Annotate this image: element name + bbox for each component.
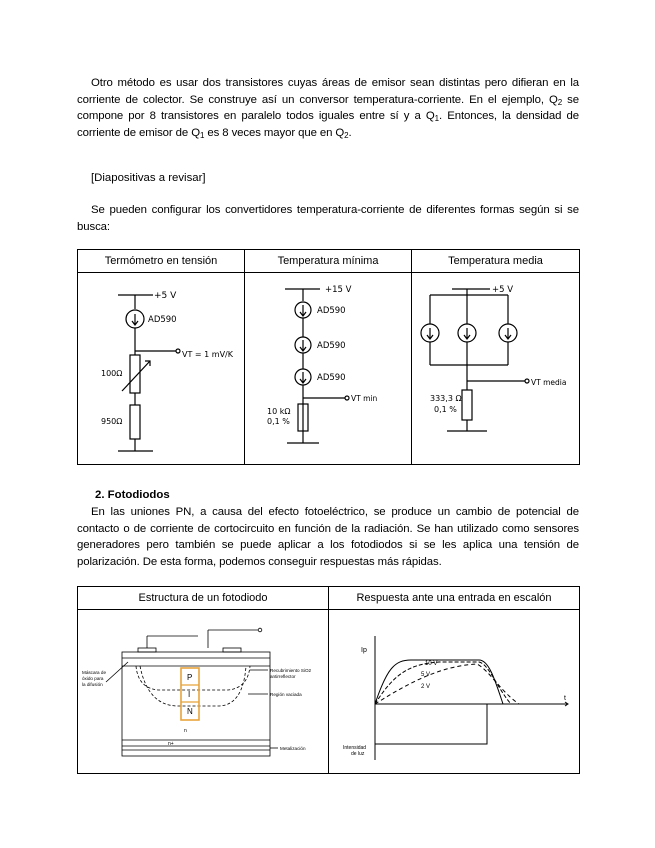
circuit-voltage-thermometer bbox=[78, 273, 245, 459]
label-depletion-region: Región vaciada bbox=[270, 692, 302, 697]
header-min-temperature: Temperatura mínima bbox=[245, 250, 412, 273]
c2-device1-label: AD590 bbox=[317, 306, 346, 316]
intro-paragraph bbox=[77, 75, 579, 141]
label-p: P bbox=[187, 673, 193, 682]
config-paragraph bbox=[77, 202, 579, 235]
label-antireflective: antirreflector bbox=[270, 674, 296, 679]
response-cell bbox=[329, 610, 580, 774]
header-voltage-thermometer: Termómetro en tensión bbox=[78, 250, 245, 273]
label-metallization: Metalización bbox=[280, 746, 306, 751]
sub-q2-b: 2 bbox=[344, 130, 349, 140]
curve-label-10v: 10 V bbox=[425, 661, 438, 667]
curve-label-2v: 2 V bbox=[421, 684, 431, 690]
c1-device-label: AD590 bbox=[148, 315, 177, 325]
light-intensity-label-2: de luz bbox=[351, 751, 365, 757]
c2-res-label: 10 kΩ bbox=[267, 407, 291, 416]
circuit1-cell bbox=[78, 273, 245, 465]
label-n-plus: n+ bbox=[168, 741, 174, 747]
sub-q2: 2 bbox=[557, 97, 563, 107]
intro-text-c: . Entonces, la densidad de corriente de emisor de Q bbox=[77, 110, 579, 139]
section-title: 2. Fotodiodos bbox=[95, 489, 170, 501]
intro-text-a: Otro método es usar dos transistores cuyas áreas de emisor sean distintas pero difieran en la corriente de colector. Se construye así un conversor temperatura-corriente. En el ejemplo, Q bbox=[77, 77, 579, 106]
label-i: I bbox=[188, 690, 191, 699]
label-sio2-coating: Recubrimiento SiO2 bbox=[270, 668, 312, 673]
label-n: N bbox=[187, 707, 193, 716]
c2-tol-label: 0,1 % bbox=[267, 417, 290, 426]
header-mean-temperature: Temperatura media bbox=[412, 250, 580, 273]
c3-tol-label: 0,1 % bbox=[434, 405, 457, 414]
light-intensity-label-1: Intensidad bbox=[343, 745, 367, 751]
label-oxide-mask-1: Máscara de bbox=[82, 670, 107, 675]
header-structure: Estructura de un fotodiodo bbox=[78, 587, 329, 610]
c2-device3-label: AD590 bbox=[317, 373, 346, 383]
circuit3-cell bbox=[412, 273, 580, 465]
c2-output-label: VT min bbox=[351, 394, 378, 403]
label-oxide-mask-3: la difusión bbox=[82, 682, 103, 687]
c1-r2-label: 950Ω bbox=[101, 417, 123, 426]
label-n-substrate: n bbox=[184, 728, 187, 734]
sub-q1: 1 bbox=[434, 114, 440, 124]
y-axis-label: Ip bbox=[361, 647, 367, 654]
curve-label-5v: 5 V bbox=[421, 672, 431, 678]
c2-device2-label: AD590 bbox=[317, 341, 346, 351]
config-text: Se pueden configurar los convertidores temperatura-corriente de diferentes formas según si se busca: bbox=[77, 204, 579, 233]
converter-table bbox=[77, 249, 580, 465]
slides-note: [Diapositivas a revisar] bbox=[91, 172, 206, 184]
circuit-mean-temperature bbox=[412, 273, 580, 459]
c1-r1-label: 100Ω bbox=[101, 369, 123, 378]
intro-text-b: se compone por 8 transistores en paralelo todos iguales entre sí y a Q bbox=[77, 93, 579, 123]
label-oxide-mask-2: óxido para bbox=[82, 676, 104, 681]
c1-supply-label: +5 V bbox=[154, 291, 177, 301]
c3-output-label: VT media bbox=[531, 378, 567, 387]
sub-q1-b: 1 bbox=[199, 130, 205, 140]
x-axis-label: t bbox=[564, 695, 566, 702]
c1-output-label: VT = 1 mV/K bbox=[182, 350, 233, 359]
circuit2-cell bbox=[245, 273, 412, 465]
circuit-min-temperature bbox=[245, 273, 412, 459]
structure-cell bbox=[78, 610, 329, 774]
c3-res-label: 333,3 Ω bbox=[430, 394, 462, 403]
section2-paragraph bbox=[77, 504, 579, 570]
intro-text-d: es 8 veces mayor que en Q bbox=[204, 126, 345, 139]
section2-text: En las uniones PN, a causa del efecto fotoeléctrico, se produce un cambio de potencial de contacto o de corriente de cortocircuito en función de la radiación. Se han utilizado como sensores generadores pero también se puede aplicar a los fotodiodos si se les aplica una tensión de polarización. De esta forma, podemos conseguir respuestas más rápidas. bbox=[77, 506, 579, 568]
intro-text-e: . bbox=[348, 126, 352, 139]
c3-supply-label: +5 V bbox=[492, 285, 514, 295]
step-response-graph bbox=[329, 610, 580, 768]
photodiode-structure-diagram bbox=[78, 610, 329, 768]
header-step-response: Respuesta ante una entrada en escalón bbox=[329, 587, 580, 610]
photodiode-table bbox=[77, 586, 580, 774]
c2-supply-label: +15 V bbox=[325, 285, 352, 295]
